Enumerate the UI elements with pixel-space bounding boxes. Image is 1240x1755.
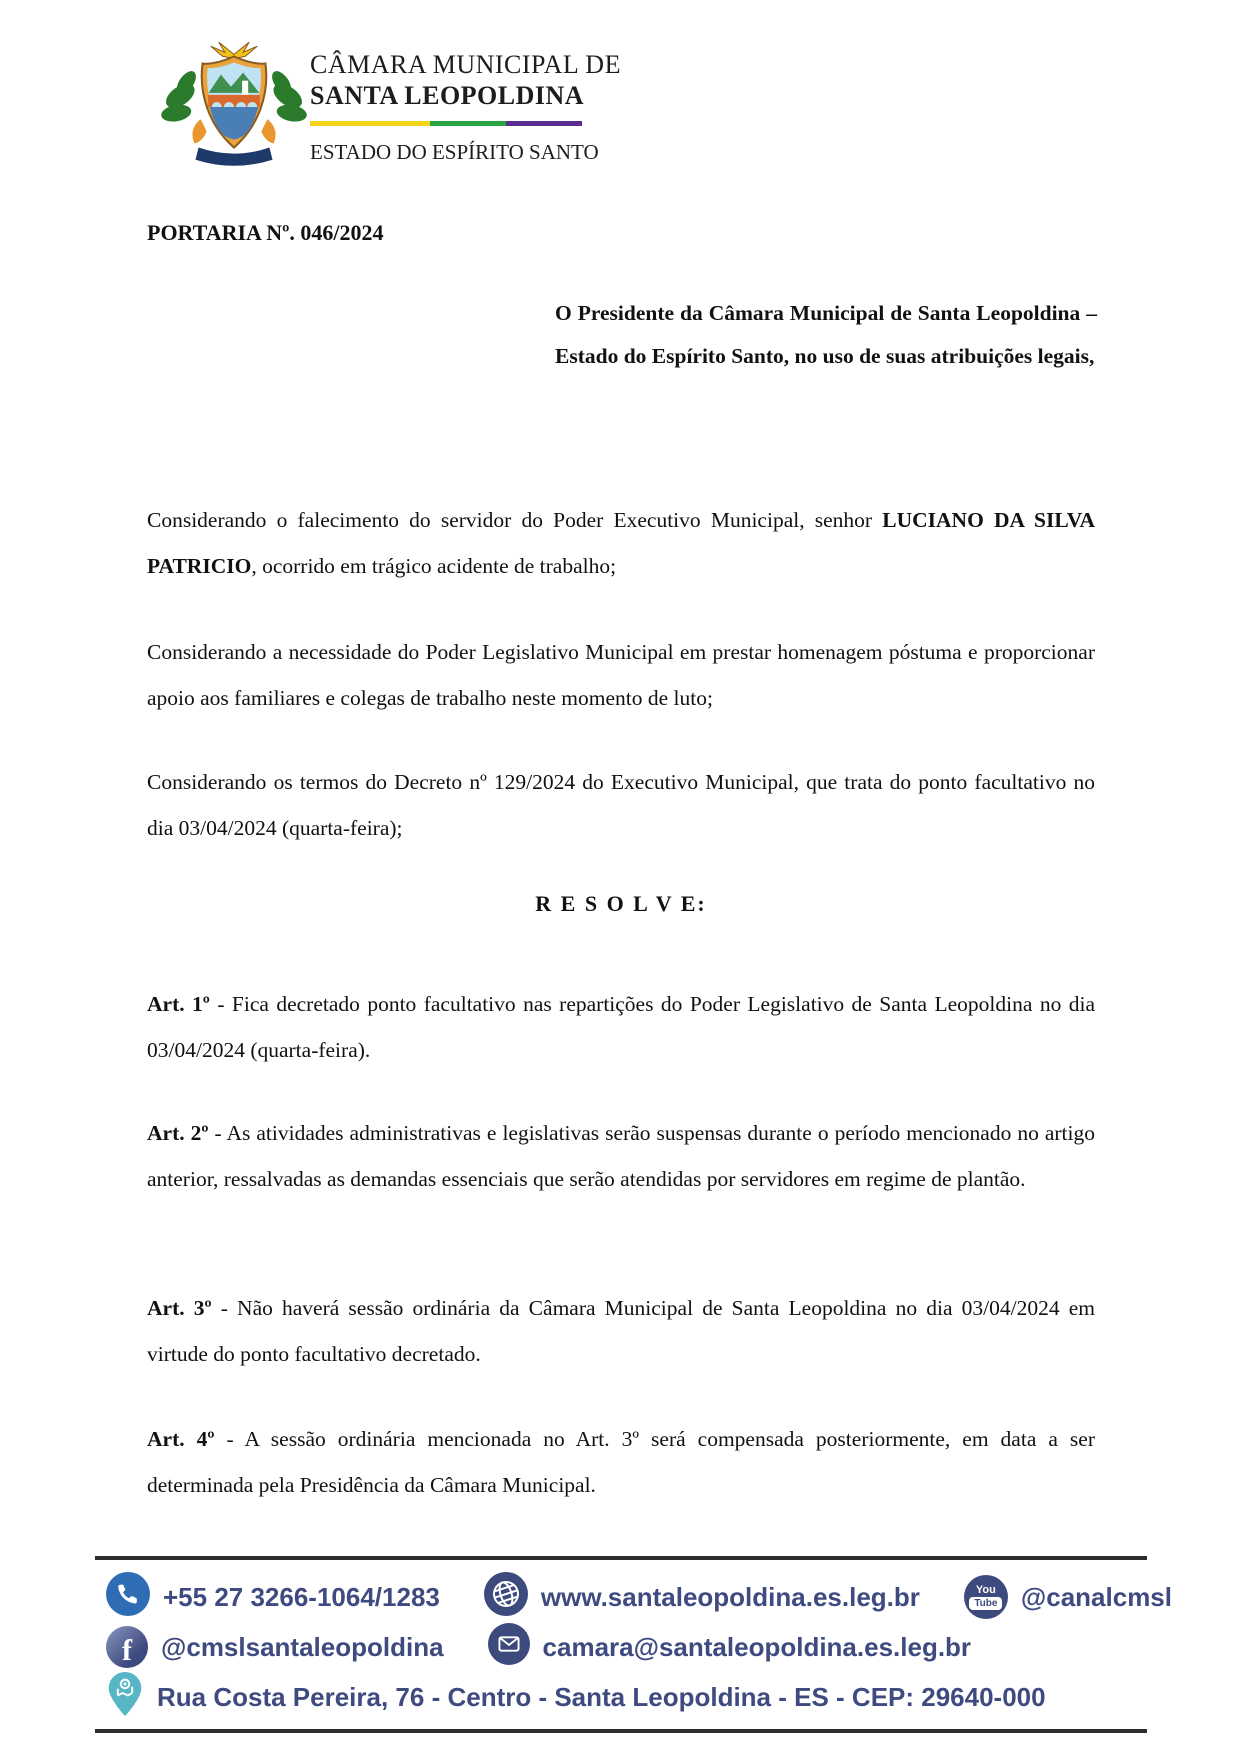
street-address: Rua Costa Pereira, 76 - Centro - Santa Leopoldina - ES - CEP: 29640-000	[157, 1681, 1046, 1712]
consideration-paragraph-3	[147, 759, 1095, 851]
article-1-text: - Fica decretado ponto facultativo nas repartições do Poder Legislativo de Santa Leopoldina no dia 03/04/2024 (quarta-feira).	[147, 992, 1096, 1062]
consideration-1-bold-name: LUCIANO DA SILVA PATRICIO	[147, 508, 1095, 578]
email-address: camara@santaleopoldina.es.leg.br	[542, 1631, 972, 1662]
footer-row-3	[106, 1672, 1146, 1722]
article-4-label: Art. 4º	[147, 1427, 215, 1451]
consideration-1-suffix: , ocorrido em trágico acidente de trabalho;	[251, 554, 617, 578]
letterhead	[310, 50, 650, 165]
website-url: www.santaleopoldina.es.leg.br	[540, 1581, 920, 1612]
article-4-paragraph	[147, 1416, 1095, 1508]
consideration-1-text: Considerando o falecimento do servidor do Poder Executivo Municipal, senhor	[147, 508, 883, 532]
email-contact	[488, 1623, 972, 1672]
phone-contact	[106, 1572, 440, 1623]
document-number-title: PORTARIA Nº. 046/2024	[147, 220, 384, 245]
facebook-icon: f	[106, 1626, 148, 1668]
consideration-3-text: Considerando os termos do Decreto nº 129/2024 do Executivo Municipal, que trata do ponto facultativo no dia 03/04/2024 (quarta-feira);	[147, 770, 1095, 840]
coat-of-arms-icon	[158, 40, 310, 170]
website-contact	[484, 1572, 920, 1623]
footer-row-1	[106, 1572, 1172, 1622]
footer-row-2	[106, 1622, 1146, 1672]
footer-bottom-divider	[95, 1729, 1147, 1733]
address-contact	[106, 1671, 1046, 1724]
location-pin-icon	[106, 1671, 144, 1724]
article-1-label: Art. 1º	[147, 992, 210, 1016]
org-name-line1: CÂMARA MUNICIPAL DE	[310, 50, 621, 79]
consideration-2-text: Considerando a necessidade do Poder Legislativo Municipal em prestar homenagem póstuma e proporcionar apoio aos familiares e colegas de trabalho neste momento de luto;	[147, 640, 1095, 710]
consideration-paragraph-1	[147, 497, 1095, 589]
preamble-paragraph: O Presidente da Câmara Municipal de Santa Leopoldina – Estado do Espírito Santo, no uso de suas atribuições legais,	[555, 301, 1097, 368]
stripe-yellow	[310, 121, 430, 126]
globe-icon	[484, 1572, 528, 1623]
article-3-paragraph	[147, 1285, 1095, 1377]
youtube-badge-tube: Tube	[969, 1597, 1002, 1610]
youtube-badge-you: You	[975, 1583, 996, 1596]
phone-icon	[106, 1572, 150, 1623]
envelope-icon	[488, 1623, 530, 1672]
footer-top-divider	[95, 1556, 1147, 1560]
article-3-text: - Não haverá sessão ordinária da Câmara Municipal de Santa Leopoldina no dia 03/04/2024 em virtude do ponto facultativo decretado.	[147, 1296, 1095, 1366]
article-3-label: Art. 3º	[147, 1296, 212, 1320]
footer-contact-block	[106, 1572, 1172, 1722]
consideration-paragraph-2	[147, 629, 1095, 721]
youtube-contact	[964, 1575, 1172, 1619]
stripe-purple	[506, 121, 582, 126]
article-4-text: - A sessão ordinária mencionada no Art. 3º será compensada posteriormente, em data a ser determinada pela Presidência da Câmara Municipal.	[147, 1427, 1095, 1497]
article-2-text: - As atividades administrativas e legislativas serão suspensas durante o período mencionado no artigo anterior, ressalvadas as demandas essenciais que serão atendidas por servidores em regime de plantão.	[147, 1121, 1096, 1191]
tricolor-stripe	[310, 121, 582, 126]
youtube-handle: @canalcmsl	[1020, 1581, 1172, 1612]
article-1-paragraph	[147, 981, 1095, 1073]
youtube-icon	[964, 1575, 1008, 1619]
phone-number: +55 27 3266-1064/1283	[163, 1581, 440, 1612]
state-name: ESTADO DO ESPÍRITO SANTO	[310, 140, 599, 164]
facebook-handle: @cmslsantaleopoldina	[161, 1631, 444, 1662]
article-2-label: Art. 2º	[147, 1121, 209, 1145]
org-name-line2: SANTA LEOPOLDINA	[310, 81, 585, 110]
stripe-green	[430, 121, 506, 126]
resolve-heading: R E S O L V E:	[535, 891, 707, 916]
coat-of-arms-logo	[158, 40, 310, 170]
facebook-contact	[106, 1626, 444, 1668]
article-2-paragraph	[147, 1110, 1095, 1202]
